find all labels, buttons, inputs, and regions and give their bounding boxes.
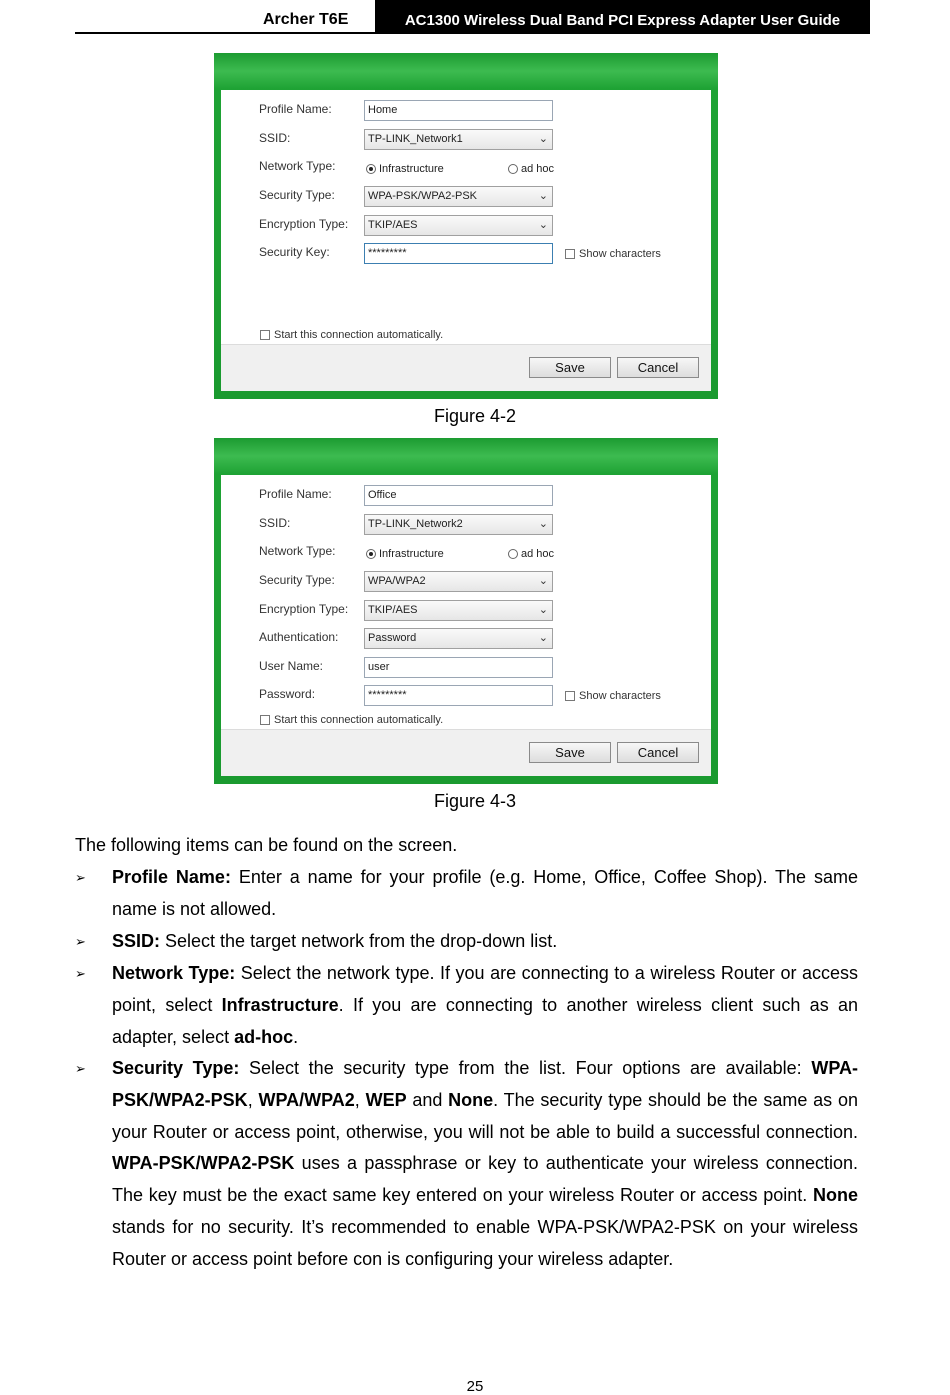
description: Select the network type. If you are connecting to a wireless Router or access point, select — [112, 963, 859, 1015]
radio-adhoc[interactable] — [508, 548, 554, 560]
password-label: Password: — [259, 687, 316, 701]
auto-connect-checkbox[interactable] — [260, 329, 443, 341]
show-characters-label: Show characters — [579, 248, 661, 260]
description: . The security type should be the same as on your Router or access point, otherwise, you will not be able to build a successful connection. — [112, 1089, 858, 1142]
bullet-profile-name — [75, 862, 858, 926]
profile-name-input[interactable]: Office — [364, 485, 553, 506]
term: Security Type: — [112, 1058, 240, 1078]
chevron-down-icon: ⌄ — [538, 190, 548, 202]
dialog-button-bar — [221, 344, 711, 391]
security-key-input[interactable]: ********* — [364, 243, 553, 264]
term: SSID: — [112, 931, 161, 951]
encryption-type-value: TKIP/AES — [368, 604, 418, 616]
emphasis: None — [448, 1089, 494, 1110]
chevron-down-icon: ⌄ — [538, 133, 548, 145]
figure-caption: Figure 4-2 — [433, 406, 517, 426]
figure-4-2-screenshot — [214, 53, 718, 399]
figure-caption: Figure 4-3 — [433, 791, 517, 811]
cancel-button[interactable]: Cancel — [617, 742, 699, 763]
arrow-bullet-icon: ➢ — [75, 1061, 86, 1076]
security-type-value: WPA/WPA2 — [368, 575, 426, 587]
authentication-value: Password — [368, 632, 417, 644]
radio-selected-icon — [366, 164, 376, 174]
show-characters-checkbox[interactable] — [565, 690, 661, 702]
radio-infrastructure[interactable] — [366, 163, 444, 175]
ssid-select[interactable] — [364, 129, 553, 150]
ssid-select[interactable] — [364, 514, 553, 535]
description: , — [247, 1089, 259, 1110]
network-type-label: Network Type: — [259, 159, 336, 173]
radio-unselected-icon — [508, 549, 518, 559]
bullet-security-type — [75, 1053, 858, 1276]
product-model: Archer T6E — [263, 11, 349, 28]
auto-connect-label: Start this connection automatically. — [274, 329, 444, 341]
description: uses a passphrase or key to authenticate your wireless connection. The key must be the exact same key entered on your wireless Router or access point. — [112, 1153, 858, 1206]
authentication-select[interactable] — [364, 628, 553, 649]
guide-title: AC1300 Wireless Dual Band PCI Express Adapter User Guide — [375, 0, 870, 32]
description: Select the security type from the list. Four options are available: — [239, 1058, 812, 1078]
profile-name-label: Profile Name: — [259, 487, 332, 501]
chevron-down-icon: ⌄ — [538, 219, 548, 231]
radio-infrastructure[interactable] — [366, 548, 444, 560]
profile-name-input[interactable]: Home — [364, 100, 553, 121]
chevron-down-icon: ⌄ — [538, 632, 548, 644]
security-type-label: Security Type: — [259, 188, 335, 202]
security-key-label: Security Key: — [259, 245, 330, 259]
arrow-bullet-icon: ➢ — [75, 966, 86, 981]
ssid-value: TP-LINK_Network2 — [368, 518, 463, 530]
user-name-input[interactable]: user — [364, 657, 553, 678]
user-name-label: User Name: — [259, 659, 324, 673]
profile-dialog-office — [221, 475, 711, 776]
authentication-label: Authentication: — [259, 630, 339, 644]
description: Select the target network from the drop-down list. — [160, 931, 558, 951]
checkbox-icon — [565, 249, 575, 259]
emphasis: WPA-PSK/WPA2-PSK — [112, 1153, 295, 1174]
auto-connect-label: Start this connection automatically. — [274, 714, 444, 726]
checkbox-icon — [260, 715, 270, 725]
profile-name-label: Profile Name: — [259, 102, 332, 116]
show-characters-label: Show characters — [579, 690, 661, 702]
auto-connect-checkbox[interactable] — [260, 714, 443, 726]
emphasis: WPA/WPA2 — [258, 1089, 355, 1110]
ssid-label: SSID: — [259, 516, 291, 530]
arrow-bullet-icon: ➢ — [75, 870, 86, 885]
encryption-type-label: Encryption Type: — [259, 217, 349, 231]
security-type-select[interactable] — [364, 571, 553, 592]
chevron-down-icon: ⌄ — [538, 575, 548, 587]
radio-selected-icon — [366, 549, 376, 559]
emphasis: WPA-PSK/WPA2-PSK — [112, 1058, 858, 1110]
save-button[interactable]: Save — [529, 742, 611, 763]
infrastructure-label: Infrastructure — [379, 548, 444, 560]
ssid-label: SSID: — [259, 131, 291, 145]
emphasis: WEP — [365, 1089, 407, 1110]
encryption-type-label: Encryption Type: — [259, 602, 349, 616]
emphasis: Infrastructure — [221, 994, 339, 1015]
adhoc-label: ad hoc — [521, 548, 555, 560]
dialog-button-bar — [221, 729, 711, 776]
page-header — [75, 0, 870, 34]
security-type-select[interactable] — [364, 186, 553, 207]
cancel-button[interactable]: Cancel — [617, 357, 699, 378]
infrastructure-label: Infrastructure — [379, 163, 444, 175]
save-button[interactable]: Save — [529, 357, 611, 378]
show-characters-checkbox[interactable] — [565, 248, 661, 260]
security-type-label: Security Type: — [259, 573, 335, 587]
description: stands for no security. It’s recommended to enable WPA-PSK/WPA2-PSK on your wireless Router or access point before con is configuring your wireless adapter. — [112, 1216, 858, 1269]
emphasis: ad-hoc — [234, 1026, 294, 1047]
description: , — [354, 1089, 366, 1110]
ssid-value: TP-LINK_Network1 — [368, 133, 463, 145]
term: Network Type: — [112, 963, 236, 983]
intro-text: The following items can be found on the screen. — [75, 835, 458, 855]
adhoc-label: ad hoc — [521, 163, 555, 175]
radio-unselected-icon — [508, 164, 518, 174]
figure-4-3-screenshot — [214, 438, 718, 784]
chevron-down-icon: ⌄ — [538, 518, 548, 530]
term: Profile Name: — [112, 867, 231, 887]
bullet-ssid — [75, 926, 858, 958]
arrow-bullet-icon: ➢ — [75, 934, 86, 949]
bullet-network-type — [75, 958, 858, 1053]
security-type-value: WPA-PSK/WPA2-PSK — [368, 190, 478, 202]
page-number: 25 — [466, 1378, 484, 1395]
description: . — [293, 1026, 299, 1047]
description: . If you are connecting to another wireless client such as an adapter, select — [112, 994, 858, 1047]
description: Enter a name for your profile (e.g. Home, Office, Coffee Shop). The same name is not allowed. — [112, 867, 858, 919]
chevron-down-icon: ⌄ — [538, 604, 548, 616]
profile-dialog-home — [221, 90, 711, 391]
checkbox-icon — [565, 691, 575, 701]
encryption-type-select[interactable] — [364, 600, 553, 621]
emphasis: None — [813, 1185, 858, 1206]
radio-adhoc[interactable] — [508, 163, 554, 175]
network-type-label: Network Type: — [259, 544, 336, 558]
encryption-type-select[interactable] — [364, 215, 553, 236]
checkbox-icon — [260, 330, 270, 340]
description: and — [406, 1089, 449, 1110]
password-input[interactable]: ********* — [364, 685, 553, 706]
encryption-type-value: TKIP/AES — [368, 219, 418, 231]
